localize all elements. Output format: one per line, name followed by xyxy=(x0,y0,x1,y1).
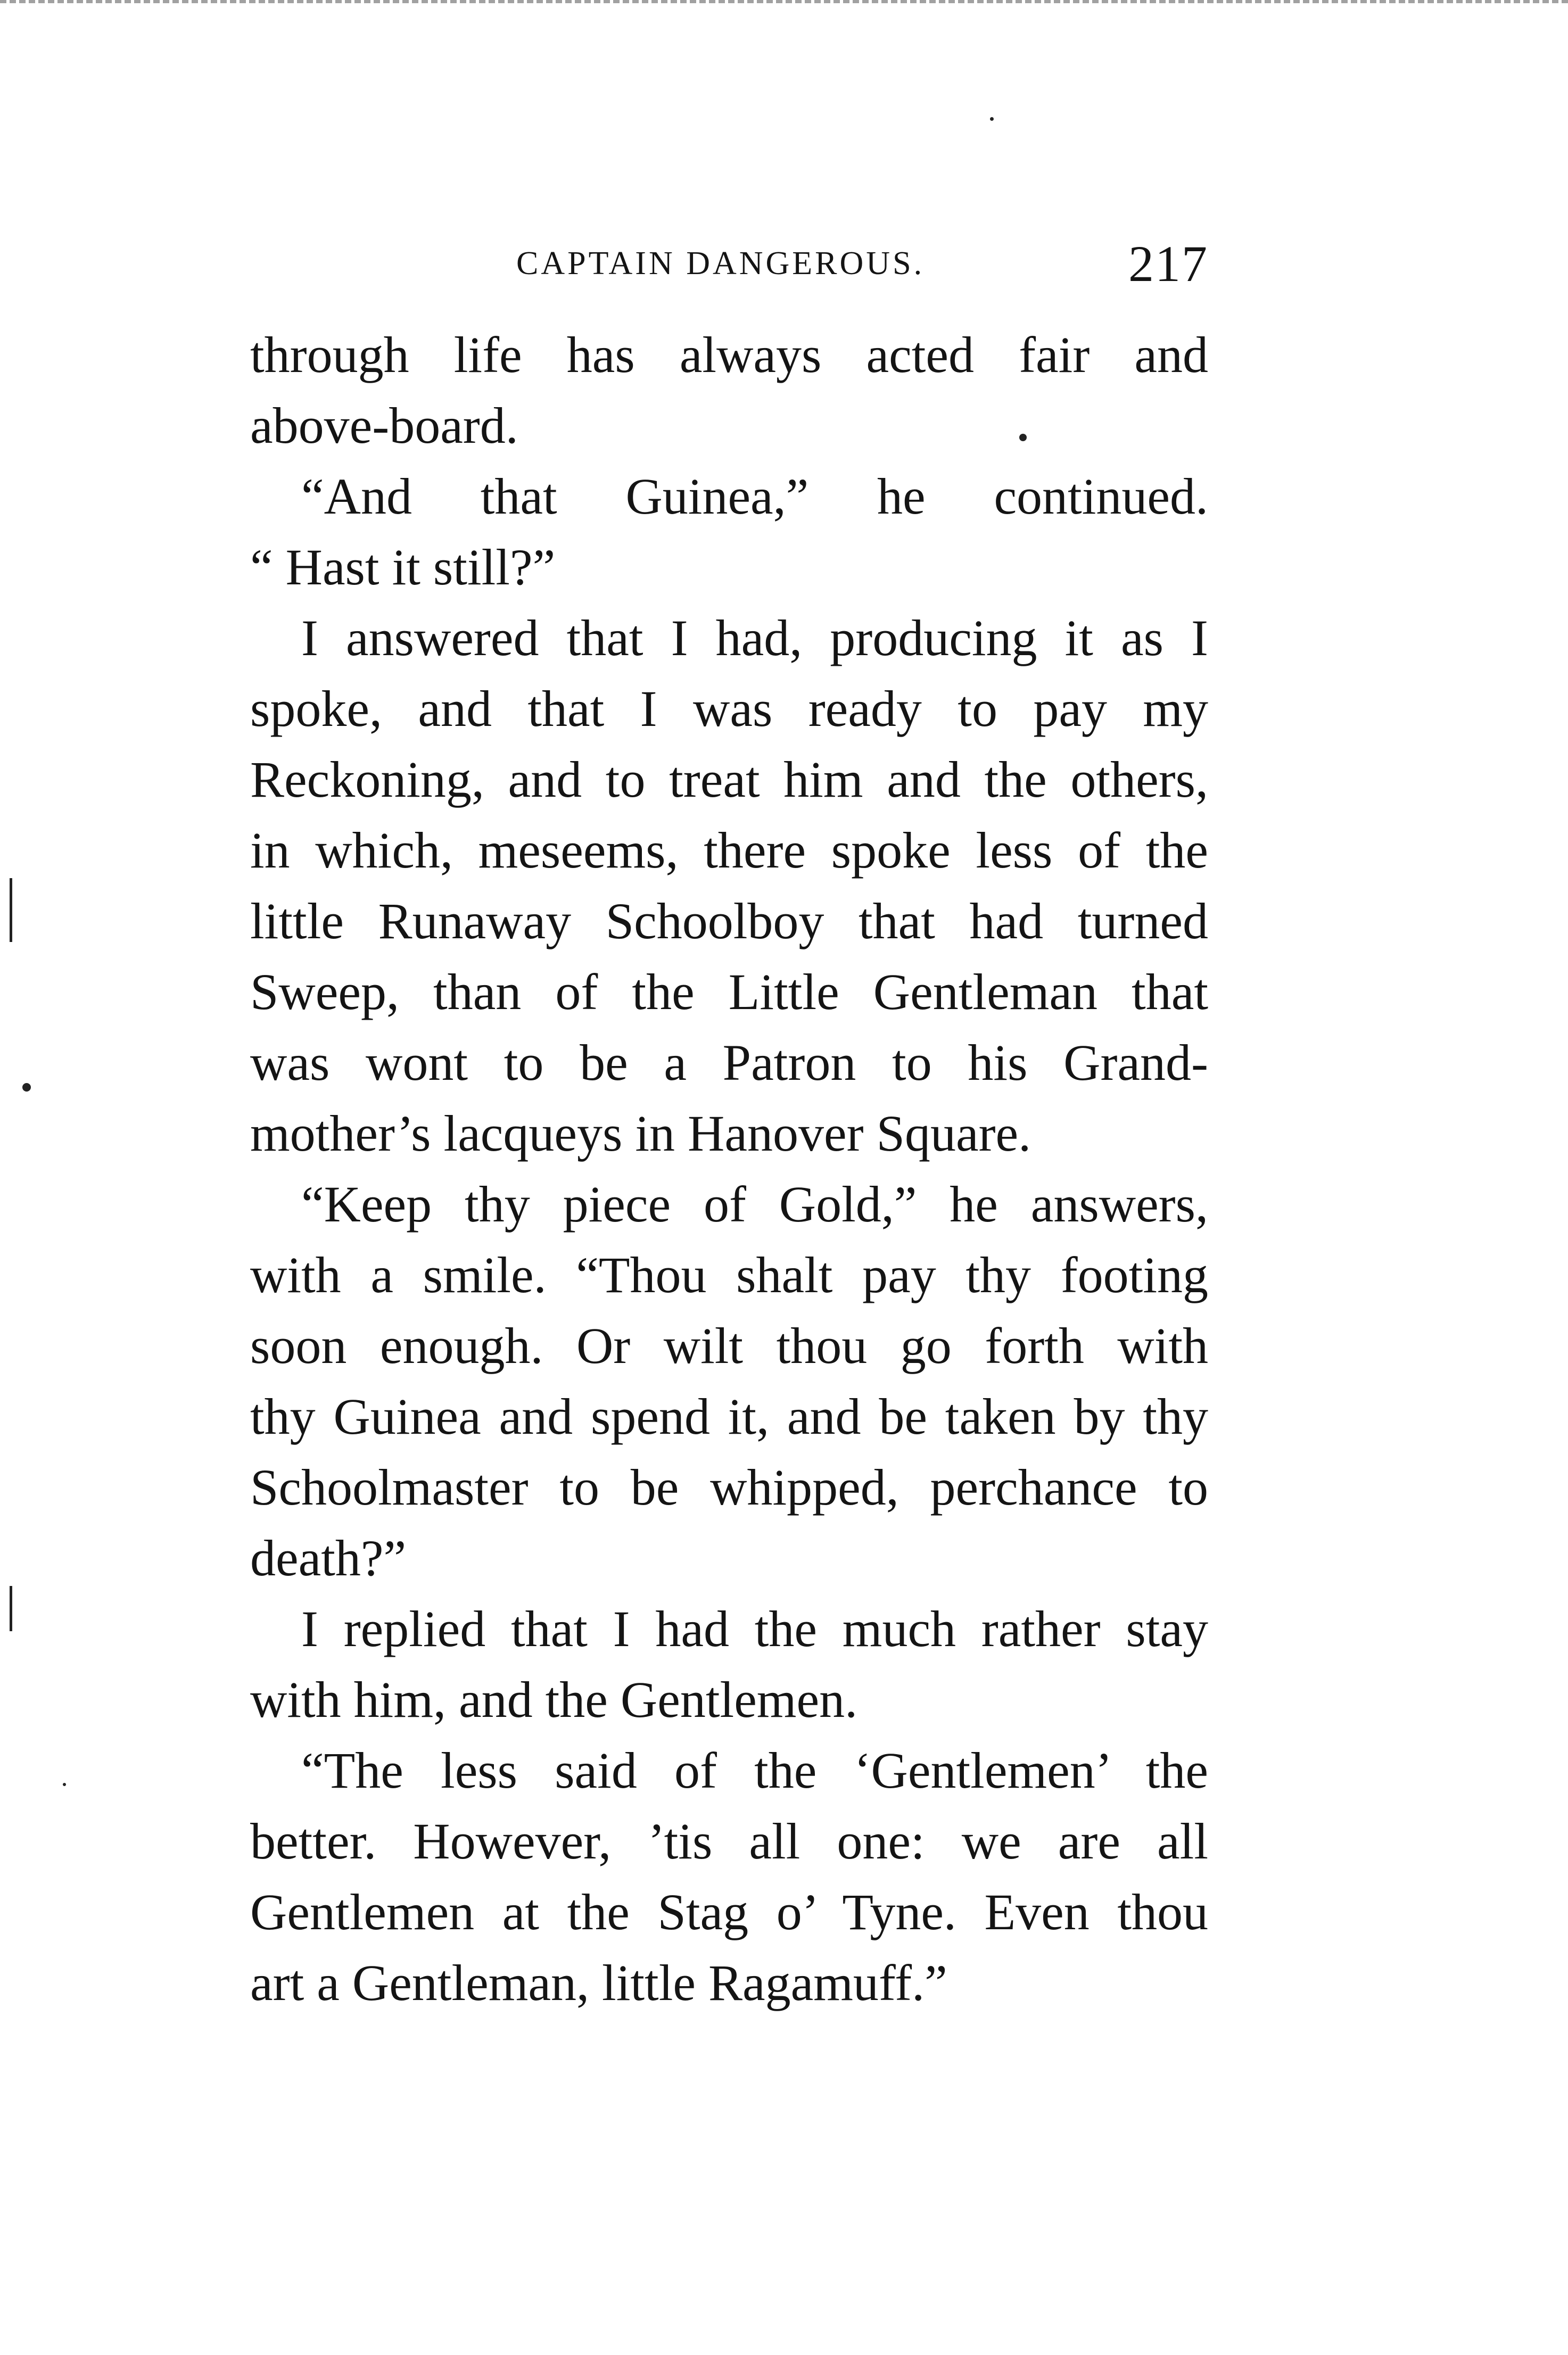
paragraph xyxy=(250,1169,1208,1593)
text-line: I answered that I had, producing it as I xyxy=(301,609,1208,666)
page-top-edge xyxy=(0,0,1568,9)
paragraph xyxy=(250,461,1208,602)
text-line: thy Guinea and spend it, and be taken by thy xyxy=(250,1388,1208,1445)
text-line: was wont to be a Patron to his Grand- xyxy=(250,1034,1208,1091)
ink-speck xyxy=(10,1586,12,1631)
text-line: better. However, ’tis all one: we are all xyxy=(250,1813,1208,1870)
text-line: Reckoning, and to treat him and the others, xyxy=(250,751,1208,808)
ink-speck xyxy=(10,878,12,942)
page-number: 217 xyxy=(1128,235,1208,292)
text-line: “And that Guinea,” he continued. xyxy=(301,468,1208,525)
text-line: soon enough. Or wilt thou go forth with xyxy=(250,1317,1208,1374)
text-line: Gentlemen at the Stag o’ Tyne. Even thou xyxy=(250,1883,1208,1940)
page-header xyxy=(250,234,1208,292)
text-line: “The less said of the ‘Gentlemen’ the xyxy=(301,1742,1208,1799)
text-line: I replied that I had the much rather stay xyxy=(301,1600,1208,1657)
ink-speck xyxy=(1019,434,1027,441)
text-line: with a smile. “Thou shalt pay thy footing xyxy=(250,1246,1208,1303)
paragraph xyxy=(250,602,1208,1169)
text-line: Sweep, than of the Little Gentleman that xyxy=(250,963,1208,1020)
text-line: death?” xyxy=(250,1530,407,1586)
text-line: “Keep thy piece of Gold,” he answers, xyxy=(301,1176,1208,1233)
running-title: CAPTAIN DANGEROUS. xyxy=(516,245,925,282)
text-line: in which, meseems, there spoke less of the xyxy=(250,822,1208,879)
text-line: mother’s lacqueys in Hanover Square. xyxy=(250,1105,1031,1162)
text-line: spoke, and that I was ready to pay my xyxy=(250,680,1208,737)
ink-speck xyxy=(22,1083,31,1092)
text-line: through life has always acted fair and xyxy=(250,326,1208,383)
paragraph xyxy=(250,1735,1208,2018)
ink-speck xyxy=(63,1783,66,1786)
paragraph xyxy=(250,319,1208,461)
ink-speck xyxy=(990,117,994,121)
text-line: with him, and the Gentlemen. xyxy=(250,1671,858,1728)
paragraph xyxy=(250,1593,1208,1735)
text-line: art a Gentleman, little Ragamuff.” xyxy=(250,1954,947,2011)
text-line: above-board. xyxy=(250,397,518,454)
text-line: Schoolmaster to be whipped, perchance to xyxy=(250,1459,1208,1516)
text-line: “ Hast it still?” xyxy=(250,539,556,596)
body-text xyxy=(250,319,1208,2018)
text-line: little Runaway Schoolboy that had turned xyxy=(250,893,1208,949)
